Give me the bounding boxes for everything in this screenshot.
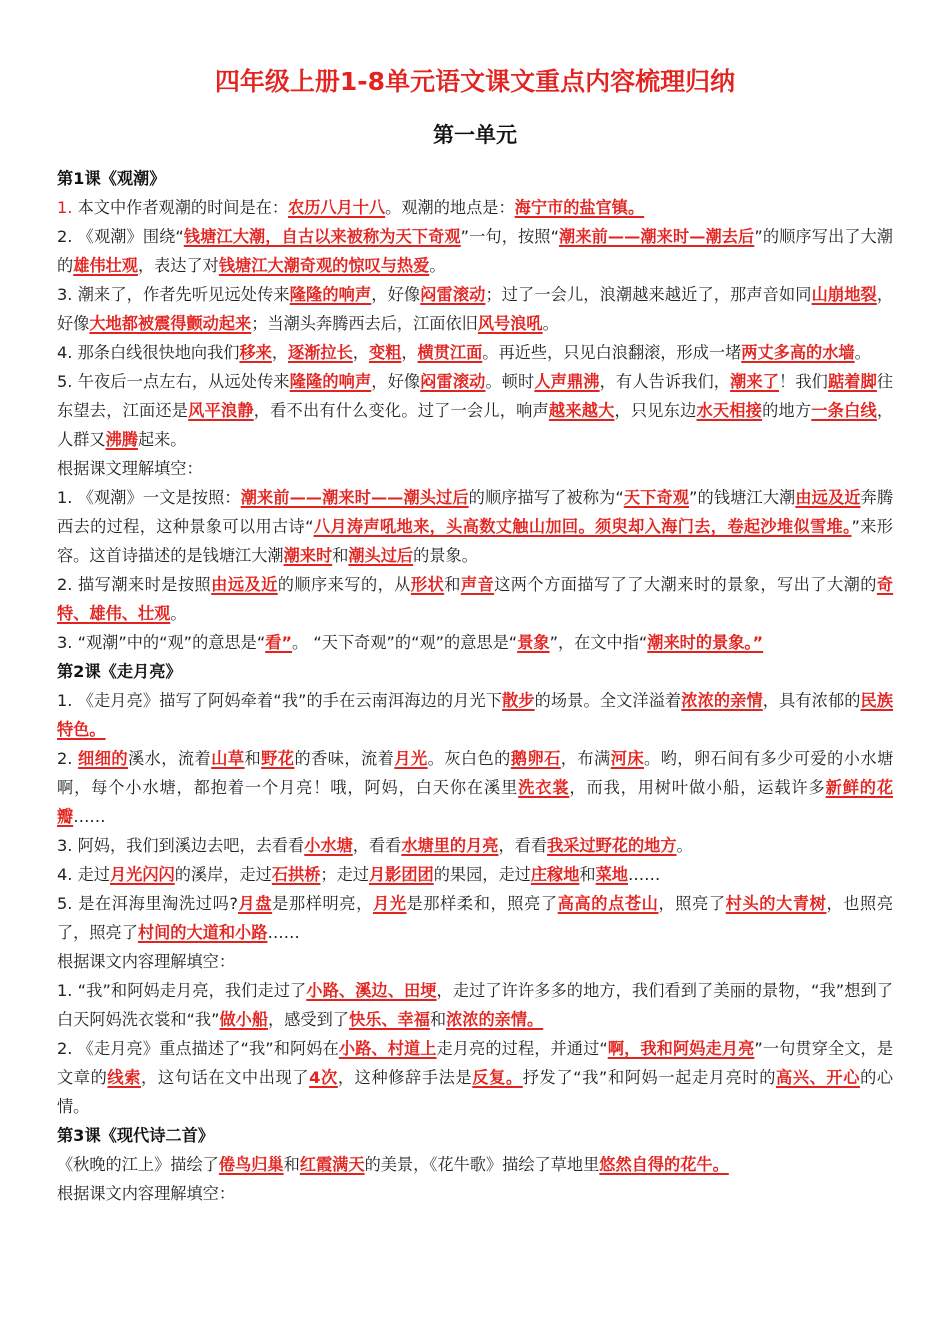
paragraph-text: ”的顺序写出了大潮的 (57, 227, 893, 275)
paragraph-text: 的地方 (762, 401, 812, 420)
paragraph-text: ，这种修辞手法是 (337, 1068, 473, 1087)
paragraph-text: ”一句贯穿全文，是文章的 (57, 1039, 894, 1087)
paragraph-text: 的顺序来写的，从 (277, 575, 411, 594)
answer-text: 两丈多高的水墙 (741, 343, 855, 362)
paragraph-text: ， (401, 343, 418, 362)
paragraph-text: 。观潮的地点是： (385, 198, 515, 217)
paragraph-text: ，看不出有什么变化。过了一会儿，响声 (253, 401, 549, 420)
answer-text: 鹅卵石 (510, 749, 561, 768)
paragraph-text: 奔腾西去的过程，这种景象可以用古诗“ (57, 488, 894, 536)
answer-text: 山草 (211, 749, 245, 768)
paragraph-text: 。 (170, 604, 187, 623)
answer-text: 八月涛声吼地来，头高数丈触山加回。须臾却入海门去，卷起沙堆似雪堆。 (313, 517, 852, 536)
answer-text: 农历八月十八 (288, 198, 386, 217)
paragraph-text: ，也照亮了，照亮了 (57, 894, 894, 942)
answer-text: 奇特、雄伟、壮观 (57, 575, 894, 623)
paragraph-text: ，布满 (560, 749, 611, 768)
paragraph-text: …… (73, 807, 106, 826)
answer-text: 浓浓的亲情 (681, 691, 763, 710)
paragraph-text: ，好像 (371, 372, 421, 391)
answer-text: 水塘里的月亮 (401, 836, 499, 855)
answer-text: 洗衣裳 (518, 778, 570, 797)
paragraph-text: ，有人告诉我们， (599, 372, 731, 391)
paragraph-text: 本文中作者观潮的时间是在： (72, 198, 289, 217)
answer-text: 红霞满天 (299, 1155, 365, 1174)
paragraph (57, 947, 893, 976)
answer-text: 倦鸟归巢 (218, 1155, 284, 1174)
answer-text: 钱塘江大潮奇观的惊叹与热爱 (218, 256, 430, 275)
paragraph-text: ”一句，按照“ (460, 227, 559, 246)
answer-text: 石拱桥 (271, 865, 321, 884)
answer-text: 大地都被震得颤动起来 (89, 314, 252, 333)
paragraph (57, 570, 893, 628)
paragraph-text: 。 (676, 836, 693, 855)
paragraph-text: 3. 阿妈，我们到溪边去吧，去看看 (57, 836, 305, 855)
answer-text: 小水塘 (304, 836, 353, 855)
answer-text: 村间的大道和小路 (137, 923, 268, 942)
paragraph (57, 454, 893, 483)
lesson-heading: 第3课《现代诗二首》 (57, 1126, 214, 1145)
paragraph-text: 往东望去，江面还是 (57, 372, 894, 420)
answer-text: 风号浪吼 (477, 314, 543, 333)
answer-text: 月光 (394, 749, 428, 768)
answer-text: 景象 (517, 633, 550, 652)
paragraph-text: ，好像 (57, 285, 894, 333)
paragraph-text: 。灰白色的 (427, 749, 511, 768)
paragraph-text: ， (271, 343, 289, 362)
paragraph-text: 4. 那条白线很快地向我们 (57, 343, 240, 362)
answer-text: 逐渐拉长 (288, 343, 353, 362)
paragraph-text: ，表达了对 (137, 256, 219, 275)
paragraph-text: 和 (579, 865, 596, 884)
answer-text: 越来越大 (548, 401, 615, 420)
answer-text: 隆隆的响声 (289, 372, 372, 391)
answer-text: 潮来时的景象。” (647, 633, 764, 652)
answer-text: 一条白线 (811, 401, 877, 420)
paragraph-text: 是那样明亮， (272, 894, 373, 913)
paragraph-text: 1. 《走月亮》描写了阿妈牵着“我”的手在云南洱海边的月光下 (57, 691, 503, 710)
answer-text: 风平浪静 (188, 401, 254, 420)
answer-text: 河床 (610, 749, 644, 768)
answer-text: 悠然自得的花牛。 (599, 1155, 729, 1174)
paragraph (57, 831, 893, 860)
paragraph-text: ，看看 (498, 836, 548, 855)
answer-text: 新鲜的花瓣 (57, 778, 894, 826)
lesson-heading: 第2课《走月亮》 (57, 662, 182, 681)
paragraph-text: 1. (57, 198, 73, 217)
paragraph-text: 根据课文内容理解填空： (57, 1184, 236, 1203)
answer-text: 野花 (261, 749, 295, 768)
paragraph-text: 的溪岸，走过 (174, 865, 272, 884)
paragraph-text: 是那样柔和，照亮了 (406, 894, 558, 913)
paragraph-text: 。再近些，只见白浪翻滚，形成一堵 (482, 343, 742, 362)
answer-text: 沸腾 (105, 430, 138, 449)
paragraph-text: 《秋晚的江上》描绘了 (57, 1155, 219, 1174)
paragraph-text: ， (352, 343, 369, 362)
paragraph-text: ；过了一会儿，浪潮越来越近了，那声音如同 (485, 285, 812, 304)
answer-text: 雄伟壮观 (73, 256, 138, 275)
answer-text: 村头的大青树 (725, 894, 827, 913)
answer-text: 潮来前——潮来时——潮头过后 (240, 488, 469, 507)
paragraph-text: 1. “我”和阿妈走月亮，我们走过了 (57, 981, 307, 1000)
answer-text: 海宁市的盐官镇。 (514, 198, 645, 217)
paragraph-text: 5. 午夜后一点左右，从远处传来 (57, 372, 290, 391)
answer-text: 我采过野花的地方 (547, 836, 677, 855)
paragraph-text: 。 (854, 343, 871, 362)
lesson-heading: 第1课《观潮》 (57, 169, 166, 188)
paragraph-text: 和 (332, 546, 349, 565)
answer-text: 人声鼎沸 (534, 372, 600, 391)
paragraph (57, 860, 893, 889)
paragraph (57, 744, 893, 831)
paragraph (57, 338, 893, 367)
answer-text: 菜地 (595, 865, 628, 884)
paragraph-text: 根据课文内容理解填空： (57, 952, 236, 971)
answer-text: 4次 (309, 1068, 338, 1087)
paragraph-text: 。 “天下奇观”的“观”的意思是“ (292, 633, 518, 652)
paragraph-text: 起来。 (137, 430, 187, 449)
answer-text: 移来 (239, 343, 272, 362)
paragraph-text: 2. 描写潮来时是按照 (57, 575, 212, 594)
paragraph-text: ，而我，用树叶做小船，运载许多 (569, 778, 826, 797)
paragraph-text: 1. 《观潮》一文是按照： (57, 488, 241, 507)
paragraph-text: ；走过 (320, 865, 369, 884)
answer-text: 反复。 (472, 1068, 523, 1087)
paragraph (57, 367, 893, 454)
answer-text: 水天相接 (696, 401, 763, 420)
paragraph (57, 686, 893, 744)
paragraph-text: 。 (429, 256, 446, 275)
answer-text: 山崩地裂 (811, 285, 877, 304)
answer-text: 闷雷滚动 (420, 372, 486, 391)
paragraph-text: 和 (244, 749, 262, 768)
answer-text: 形状 (410, 575, 445, 594)
paragraph (57, 1179, 893, 1208)
paragraph-text: 和 (429, 1010, 447, 1029)
answer-text: 月盘 (237, 894, 273, 913)
paragraph-text: …… (627, 865, 661, 884)
answer-text: 潮头过后 (348, 546, 414, 565)
paragraph-text: ，好像 (371, 285, 421, 304)
paragraph-text: ，人群又 (57, 401, 894, 449)
answer-text: 线索 (107, 1068, 142, 1087)
paragraph-text: 溪水，流着 (127, 749, 212, 768)
paragraph-text: 5. 是在洱海里淘洗过吗? (57, 894, 238, 913)
answer-text: 浓浓的亲情。 (446, 1010, 544, 1029)
paragraph-text: 。哟，卵石间有多少可爱的小水塘啊，每个小水塘，都抱着一个月亮！哦，阿妈，白天你在溪里 (57, 749, 894, 797)
answer-text: 潮来了 (730, 372, 780, 391)
answer-text: 由远及近 (211, 575, 278, 594)
answer-text: 潮来前——潮来时—潮去后 (558, 227, 755, 246)
paragraph (57, 1034, 893, 1121)
answer-text: 快乐、幸福 (348, 1010, 430, 1029)
paragraph-text: 4. 走过 (57, 865, 110, 884)
paragraph (57, 222, 893, 280)
paragraph-text: 3. “观潮”中的“观”的意思是“ (57, 633, 266, 652)
paragraph-text: ”，在文中指“ (549, 633, 648, 652)
answer-text: 庄稼地 (530, 865, 580, 884)
paragraph-text: ，照亮了 (658, 894, 726, 913)
answer-text: 啊，我和阿妈走月亮 (607, 1039, 755, 1058)
answer-text: 横贯江面 (417, 343, 483, 362)
paragraph-text: …… (267, 923, 300, 942)
paragraph-text: ，走过了许许多多的地方，我们看到了美丽的景物，“我”想到了白天阿妈洗衣裳和“我” (57, 981, 893, 1029)
answer-text: 散步 (502, 691, 535, 710)
answer-text: 变粗 (368, 343, 402, 362)
answer-text: 做小船 (219, 1010, 269, 1029)
paragraph-text: 的美景，《花牛歌》描绘了草地里 (364, 1155, 600, 1174)
answer-text: 高兴、开心 (776, 1068, 861, 1087)
paragraph-text: 和 (444, 575, 461, 594)
paragraph-text: ，这句话在文中出现了 (141, 1068, 310, 1087)
paragraph-text: 的顺序描写了被称为“ (468, 488, 624, 507)
paragraph-text: 抒发了“我”和阿妈一起走月亮时的 (522, 1068, 777, 1087)
paragraph-text: ，看看 (352, 836, 402, 855)
answer-text: 看” (265, 633, 293, 652)
paragraph-text: ，感受到了 (268, 1010, 349, 1029)
paragraph-text: 3. 潮来了，作者先听见远处传来 (57, 285, 290, 304)
paragraph-text: 2. 《走月亮》重点描述了“我”和阿妈在 (57, 1039, 339, 1058)
answer-text: 由远及近 (795, 488, 861, 507)
paragraph (57, 1150, 893, 1179)
answer-text: 民族特色。 (57, 691, 894, 739)
paragraph-text: 2. (57, 749, 79, 768)
answer-text: 月影团团 (368, 865, 434, 884)
paragraph (57, 193, 893, 222)
document-body (57, 164, 893, 1208)
paragraph-text: 的香味，流着 (294, 749, 395, 768)
paragraph-text: 走月亮的过程，并通过“ (436, 1039, 608, 1058)
paragraph (57, 976, 893, 1034)
paragraph-text: 这两个方面描写了了大潮来时的景象，写出了大潮的 (494, 575, 877, 594)
answer-text: 高高的点苍山 (557, 894, 659, 913)
paragraph-text: ，具有浓郁的 (762, 691, 861, 710)
paragraph (57, 889, 893, 947)
paragraph-text: 的景象。 (413, 546, 478, 565)
paragraph (57, 628, 893, 657)
paragraph (57, 280, 893, 338)
paragraph-text: ！我们 (779, 372, 828, 391)
answer-text: 隆隆的响声 (289, 285, 372, 304)
paragraph-text: 根据课文理解填空： (57, 459, 203, 478)
paragraph-text: 2. 《观潮》围绕“ (57, 227, 184, 246)
unit-heading: 第一单元 (433, 123, 517, 147)
answer-text: 潮来时 (283, 546, 333, 565)
answer-text: 月光闪闪 (109, 865, 175, 884)
answer-text: 钱塘江大潮，自古以来被称为天下奇观 (183, 227, 461, 246)
paragraph-text: ；当潮头奔腾西去后，江面依旧 (251, 314, 478, 333)
paragraph-text: 。顿时 (485, 372, 535, 391)
answer-text: 踮着脚 (827, 372, 877, 391)
answer-text: 声音 (460, 575, 495, 594)
answer-text: 小路、村道上 (338, 1039, 437, 1058)
paragraph-text: 的果园，走过 (433, 865, 531, 884)
paragraph-text: 的心情。 (57, 1068, 894, 1116)
paragraph-text: 的场景。全文洋溢着 (534, 691, 682, 710)
paragraph-text: 和 (283, 1155, 300, 1174)
paragraph-text: ”来形容。这首诗描述的是钱塘江大潮 (57, 517, 893, 565)
paragraph-text: ，只见东边 (614, 401, 697, 420)
document-title: 四年级上册1-8单元语文课文重点内容梳理归纳 (214, 67, 736, 96)
paragraph-text: ”的钱塘江大潮 (689, 488, 796, 507)
answer-text: 闷雷滚动 (420, 285, 486, 304)
answer-text: 小路、溪边、田埂 (306, 981, 437, 1000)
paragraph-text: 。 (542, 314, 559, 333)
paragraph (57, 483, 893, 570)
answer-text: 细细的 (78, 749, 128, 768)
answer-text: 月光 (372, 894, 407, 913)
answer-text: 天下奇观 (623, 488, 690, 507)
